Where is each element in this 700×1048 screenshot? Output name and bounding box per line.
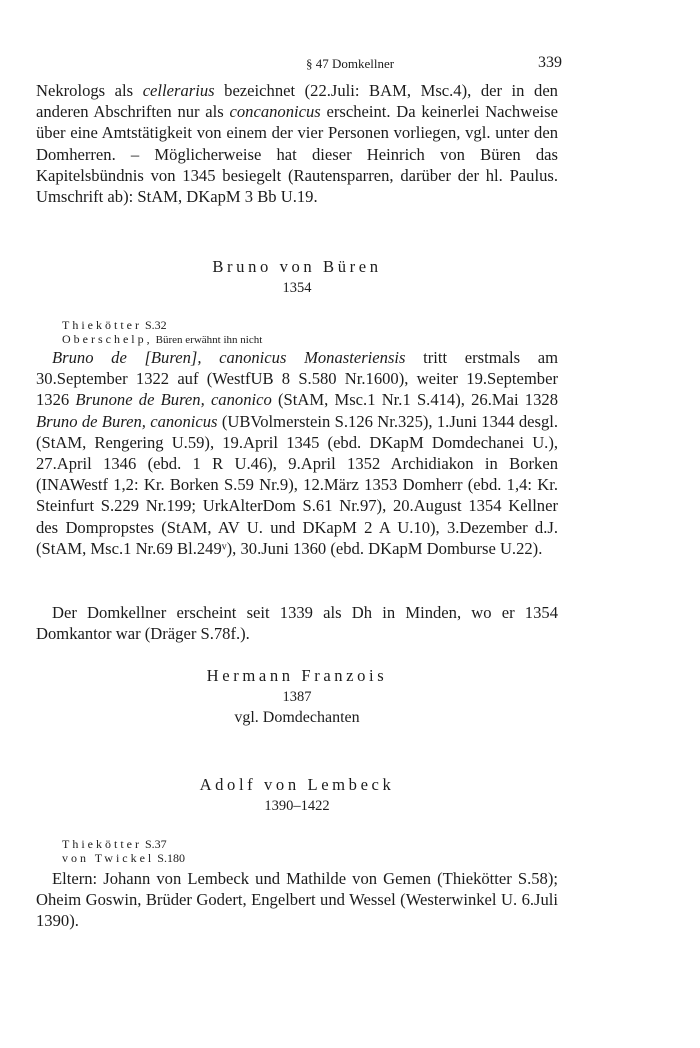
literature-line-3 [62, 837, 167, 851]
literature-ref: S.37 [144, 837, 167, 851]
literature-line-4 [62, 851, 185, 865]
intro-italic-1: cellerarius [142, 81, 215, 100]
literature-line-2 [62, 332, 262, 347]
bruno-italic-1: Bruno de [Buren], canonicus Monasteriensis [52, 348, 406, 367]
literature-author: Oberschelp, [62, 332, 153, 346]
intro-text-1: Nekrologs als [36, 81, 143, 100]
bruno-text-1: tritt erstmals am 30.September 1322 auf (WestfUB 8 S.580 Nr.1600), weiter 19.September 1326 [36, 348, 559, 410]
literature-ref: S.180 [157, 851, 185, 865]
intro-italic-2: concanonicus [229, 102, 321, 122]
literature-author: Thiekötter [62, 837, 142, 851]
entry-note-hermann: vgl. Domdechanten [234, 709, 360, 726]
bruno-paragraph-1 [36, 347, 558, 559]
bruno-italic-2: Brunone de Buren, canonico [75, 390, 272, 410]
entry-date-adolf: 1390–1422 [264, 798, 330, 814]
page-number: 339 [538, 54, 562, 71]
bruno-text-3: (UBVolmerstein S.126 Nr.325), 1.Juni 1344 desgl. (StAM, Rengering U.59), 19.April 1345 (ebd. DKapM Domdechanei U.), 27.April 1346 (ebd. 1 R U.46), 9.April 1352 Archidiakon in Borken (INAWestf 1,2: Kr. Borken S.59 Nr.9), 12.März 1353 Domherr (ebd. 1,4: Kr. Steinfurt S.229 Nr.199; UrkAlterDom S.61 Nr.97), 20.August 1354 Kellner des Dompropstes (StAM, AV U. und DKapM 2 A U.10), 3.Dezember d.J. (StAM, Msc.1 Nr.69 Bl.249ᵛ), 30.Juni 1360 (ebd. DKapM Domburse U.22). [36, 411, 558, 558]
literature-ref: Büren erwähnt ihn nicht [155, 334, 263, 346]
entry-date-hermann: 1387 [282, 689, 312, 705]
running-title: § 47 Domkellner [305, 56, 395, 71]
entry-heading-bruno: Bruno von Büren [212, 257, 382, 276]
entry-heading-adolf: Adolf von Lembeck [199, 775, 395, 794]
entry-date-bruno: 1354 [282, 280, 312, 296]
bruno-paragraph-2: Der Domkellner erscheint seit 1339 als Dh in Minden, wo er 1354 Domkantor war (Dräger S.78f.). [36, 603, 558, 644]
literature-author: Thiekötter [62, 318, 142, 332]
bruno-text-2: (StAM, Msc.1 Nr.1 S.414), 26.Mai 1328 [271, 390, 558, 410]
literature-author: von Twickel [62, 851, 155, 865]
adolf-paragraph-1: Eltern: Johann von Lembeck und Mathilde von Gemen (Thiekötter S.58); Oheim Goswin, Brüder Godert, Engelbert und Wessel (Westerwinkel U. 6.Juli 1390). [36, 869, 558, 931]
bruno-italic-3: Bruno de Buren, canonicus [36, 411, 218, 431]
literature-ref: S.32 [144, 318, 167, 332]
literature-line-1 [62, 318, 167, 332]
intro-paragraph [36, 80, 558, 207]
intro-text-3: erscheint. Da keinerlei Nachweise über eine Amtstätigkeit von einem der vier Personen vorliegen, vgl. unter den Domherren. – Möglicherweise hat dieser Heinrich von Büren das Kapitelsbündnis von 1345 besiegelt (Rautensparren, darüber der hl. Paulus. Umschrift ab): StAM, DKapM 3 Bb U.19. [36, 102, 558, 207]
entry-heading-hermann: Hermann Franzois [206, 666, 388, 685]
running-head [0, 54, 700, 74]
intro-text-2: bezeichnet (22.Juli: BAM, Msc.4), der in den anderen Abschriften nur als [36, 81, 558, 122]
